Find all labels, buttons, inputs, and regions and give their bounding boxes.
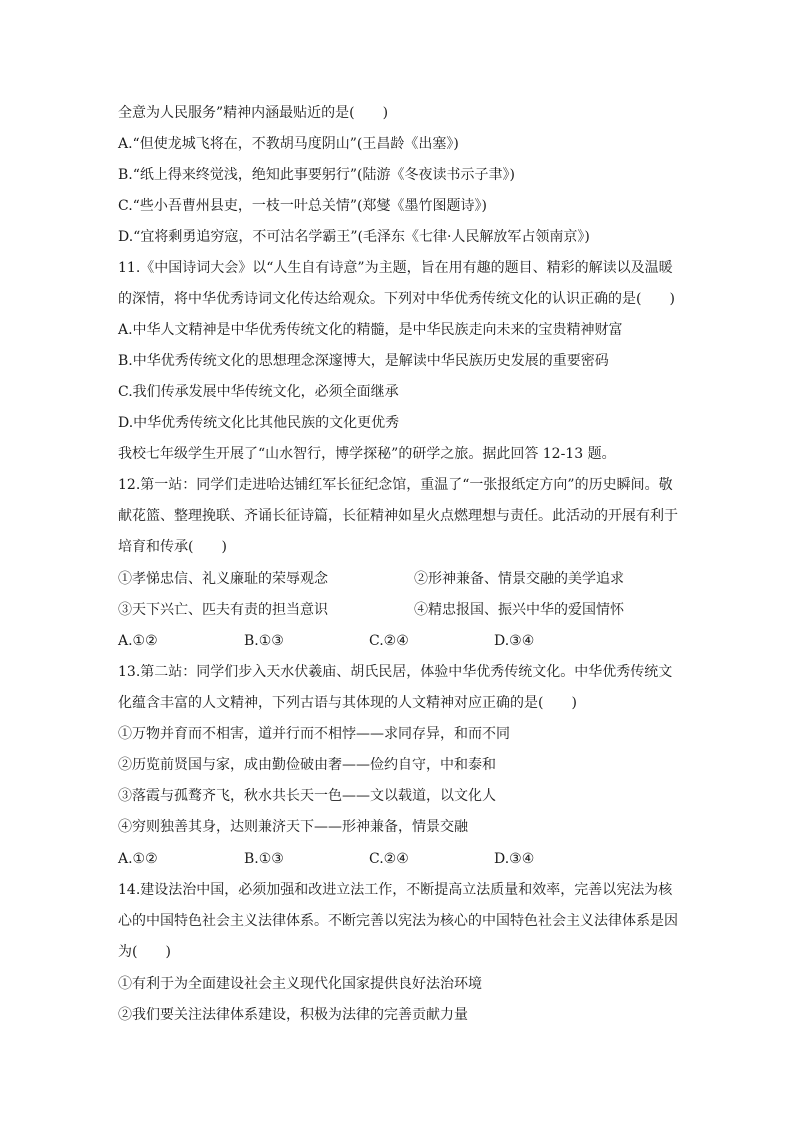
q14-item-1: ①有利于为全面建设社会主义现代化国家提供良好法治环境	[118, 976, 482, 992]
q12-choice-b: B.①③	[244, 633, 284, 649]
q11-option-b: B.中华优秀传统文化的思想理念深邃博大，是解读中华民族历史发展的重要密码	[118, 353, 609, 369]
q12-stem-line: 培育和传承( )	[118, 539, 227, 555]
q12-stem-line: 献花篮、整理挽联、齐诵长征诗篇，长征精神如星火点燃理想与责任。此活动的开展有利于	[118, 508, 678, 524]
q13-choice-d: D.③④	[494, 851, 535, 867]
q12-item-2: ②形神兼备、情景交融的美学追求	[414, 571, 624, 587]
q12-item-4: ④精忠报国、振兴中华的爱国情怀	[414, 602, 624, 618]
q14-stem-line: 心的中国特色社会主义法律体系。不断完善以宪法为核心的中国特色社会主义法律体系是因	[118, 913, 678, 929]
q12-items-row	[118, 569, 688, 589]
q12-choices-row	[118, 631, 688, 651]
q11-option-d: D.中华优秀传统文化比其他民族的文化更优秀	[118, 415, 400, 431]
q13-choice-c: C.②④	[369, 851, 409, 867]
q12-choice-c: C.②④	[369, 633, 409, 649]
q13-stem-line: 13.第二站：同学们步入天水伏羲庙、胡氏民居，体验中华优秀传统文化。中华优秀传统文	[118, 664, 673, 680]
q12-item-3: ③天下兴亡、匹夫有责的担当意识	[118, 602, 328, 618]
q13-item-4: ④穷则独善其身，达则兼济天下——形神兼备，情景交融	[118, 819, 468, 835]
q13-choices-row	[118, 849, 688, 869]
section-intro: 我校七年级学生开展了“山水智行，博学探秘”的研学之旅。据此回答 12-13 题。	[118, 446, 616, 462]
q12-items-row	[118, 600, 688, 620]
q11-option-a: A.中华人文精神是中华优秀传统文化的精髓，是中华民族走向未来的宝贵精神财富	[118, 322, 623, 338]
q13-choice-a: A.①②	[118, 851, 158, 867]
q10-option-d: D.“宜将剩勇追穷寇，不可沽名学霸王”(毛泽东《七律·人民解放军占领南京》)	[118, 229, 590, 245]
q12-stem-line: 12.第一站：同学们走进哈达铺红军长征纪念馆，重温了“一张报纸定方向”的历史瞬间。敬	[118, 477, 673, 493]
q10-option-c: C.“些小吾曹州县吏，一枝一叶总关情”(郑燮《墨竹图题诗》)	[118, 198, 487, 214]
q14-item-2: ②我们要关注法律体系建设，积极为法律的完善贡献力量	[118, 1007, 468, 1023]
q12-choice-d: D.③④	[494, 633, 535, 649]
q11-stem-line: 11.《中国诗词大会》以“人生自有诗意”为主题，旨在用有趣的题目、精彩的解读以及温暖	[118, 260, 673, 276]
q10-stem: 全意为人民服务”精神内涵最贴近的是( )	[118, 105, 389, 121]
q13-item-3: ③落霞与孤鹜齐飞，秋水共长天一色——文以载道，以文化人	[118, 788, 496, 804]
q12-item-1: ①孝悌忠信、礼义廉耻的荣辱观念	[118, 571, 328, 587]
q11-option-c: C.我们传承发展中华传统文化，必须全面继承	[118, 384, 399, 400]
q10-option-b: B.“纸上得来终觉浅，绝知此事要躬行”(陆游《冬夜读书示子聿》)	[118, 167, 515, 183]
q12-choice-a: A.①②	[118, 633, 158, 649]
q14-stem-line: 为( )	[118, 944, 171, 960]
q13-choice-b: B.①③	[244, 851, 284, 867]
q13-item-1: ①万物并育而不相害，道并行而不相悖——求同存异，和而不同	[118, 726, 510, 742]
q13-stem-line: 化蕴含丰富的人文精神，下列古语与其体现的人文精神对应正确的是( )	[118, 695, 577, 711]
q10-option-a: A.“但使龙城飞将在，不教胡马度阴山”(王昌龄《出塞》)	[118, 136, 459, 152]
q13-item-2: ②历览前贤国与家，成由勤俭破由奢——俭约自守，中和泰和	[118, 757, 496, 773]
q11-stem-line: 的深情，将中华优秀诗词文化传达给观众。下列对中华优秀传统文化的认识正确的是( )	[118, 291, 675, 307]
q14-stem-line: 14.建设法治中国，必须加强和改进立法工作，不断提高立法质量和效率，完善以宪法为核	[118, 882, 673, 898]
